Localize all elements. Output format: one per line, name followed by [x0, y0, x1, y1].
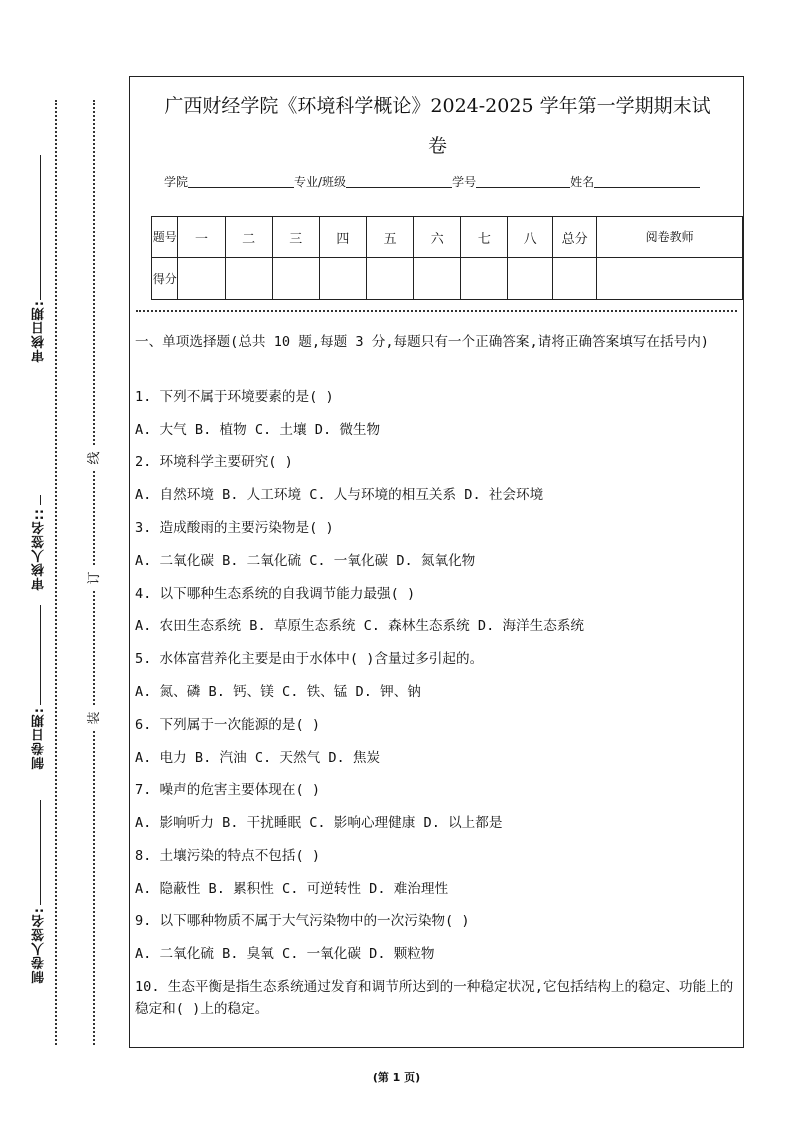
- exam-title-line2: 卷: [427, 135, 447, 157]
- score-cell[interactable]: [272, 258, 319, 300]
- college-label: 学院: [164, 175, 189, 189]
- col-header-7: 七: [461, 217, 508, 258]
- row-label-question-no: 题号: [152, 217, 178, 258]
- col-header-grader: 阅卷教师: [597, 217, 743, 258]
- major-field[interactable]: [346, 174, 452, 188]
- options-5: A. 氮、磷 B. 钙、镁 C. 铁、锰 D. 钾、钠: [135, 684, 421, 700]
- options-4: A. 农田生态系统 B. 草原生态系统 C. 森林生态系统 D. 海洋生态系统: [135, 618, 585, 634]
- col-header-total: 总分: [552, 217, 596, 258]
- col-header-2: 二: [225, 217, 272, 258]
- options-7: A. 影响听力 B. 干扰睡眠 C. 影响心理健康 D. 以上都是: [135, 815, 503, 831]
- question-2: 2. 环境科学主要研究( ): [135, 454, 293, 470]
- name-label: 姓名: [570, 175, 595, 189]
- question-10: 10. 生态平衡是指生态系统通过发育和调节所达到的一种稳定状况,它包括结构上的稳定、功能上的稳定和( )上的稳定。: [135, 979, 734, 1017]
- maker-sign-label: 制卷人签名:: [32, 907, 47, 984]
- maker-date-label: 制卷日期:: [32, 707, 47, 770]
- question-5: 5. 水体富营养化主要是由于水体中( )含量过多引起的。: [135, 651, 484, 667]
- reviewer-sign-blank[interactable]: [40, 495, 41, 505]
- options-2: A. 自然环境 B. 人工环境 C. 人与环境的相互关系 D. 社会环境: [135, 487, 544, 503]
- score-table: [151, 216, 743, 300]
- score-cell[interactable]: [178, 258, 225, 300]
- col-header-6: 六: [414, 217, 461, 258]
- seal-pack-char: 装: [84, 707, 106, 729]
- options-3: A. 二氧化碳 B. 二氧化硫 C. 一氧化碳 D. 氮氧化物: [135, 553, 476, 569]
- college-field[interactable]: [188, 174, 294, 188]
- question-7: 7. 噪声的危害主要体现在( ): [135, 782, 321, 798]
- header-separator: [136, 310, 737, 312]
- score-cell[interactable]: [367, 258, 414, 300]
- col-header-4: 四: [319, 217, 366, 258]
- question-8: 8. 土壤污染的特点不包括( ): [135, 848, 321, 864]
- score-table-header-row: [152, 217, 743, 258]
- score-cell-total[interactable]: [552, 258, 596, 300]
- question-3: 3. 造成酸雨的主要污染物是( ): [135, 520, 334, 536]
- score-cell[interactable]: [461, 258, 508, 300]
- page-number: (第 1 页): [372, 1071, 421, 1084]
- score-table-score-row: [152, 258, 743, 300]
- reviewer-date-blank[interactable]: [40, 155, 41, 300]
- exam-title-line1: 广西财经学院《环境科学概论》2024-2025 学年第一学期期末试: [164, 95, 711, 117]
- score-cell[interactable]: [508, 258, 552, 300]
- row-label-score: 得分: [152, 258, 178, 300]
- col-header-1: 一: [178, 217, 225, 258]
- maker-sign-blank[interactable]: [40, 800, 41, 905]
- options-8: A. 隐蔽性 B. 累积性 C. 可逆转性 D. 难治理性: [135, 881, 449, 897]
- options-9: A. 二氧化硫 B. 臭氧 C. 一氧化碳 D. 颗粒物: [135, 946, 435, 962]
- question-9: 9. 以下哪种物质不属于大气污染物中的一次污染物( ): [135, 913, 470, 929]
- question-1: 1. 下列不属于环境要素的是( ): [135, 389, 334, 405]
- question-4: 4. 以下哪种生态系统的自我调节能力最强( ): [135, 586, 416, 602]
- options-6: A. 电力 B. 汽油 C. 天然气 D. 焦炭: [135, 750, 381, 766]
- col-header-3: 三: [272, 217, 319, 258]
- score-cell-grader[interactable]: [597, 258, 743, 300]
- options-1: A. 大气 B. 植物 C. 土壤 D. 微生物: [135, 422, 381, 438]
- student-id-field[interactable]: [476, 174, 570, 188]
- col-header-5: 五: [367, 217, 414, 258]
- col-header-8: 八: [508, 217, 552, 258]
- name-field[interactable]: [594, 174, 700, 188]
- maker-date-blank[interactable]: [40, 605, 41, 705]
- seal-line-char: 线: [84, 447, 106, 469]
- seal-bind-char: 订: [84, 567, 106, 589]
- student-info-row: [164, 173, 700, 190]
- section1-heading: 一、单项选择题(总共 10 题,每题 3 分,每题只有一个正确答案,请将正确答案填写在括号内): [135, 334, 709, 350]
- exam-frame: [129, 76, 744, 1048]
- score-cell[interactable]: [319, 258, 366, 300]
- left-dotted-line-outer: [55, 100, 57, 1045]
- major-label: 专业/班级: [294, 175, 347, 189]
- score-cell[interactable]: [414, 258, 461, 300]
- reviewer-sign-label: 审核人签名::: [32, 508, 47, 591]
- student-id-label: 学号: [452, 175, 477, 189]
- reviewer-date-label: 审核日期:: [32, 300, 47, 363]
- score-cell[interactable]: [225, 258, 272, 300]
- question-6: 6. 下列属于一次能源的是( ): [135, 717, 321, 733]
